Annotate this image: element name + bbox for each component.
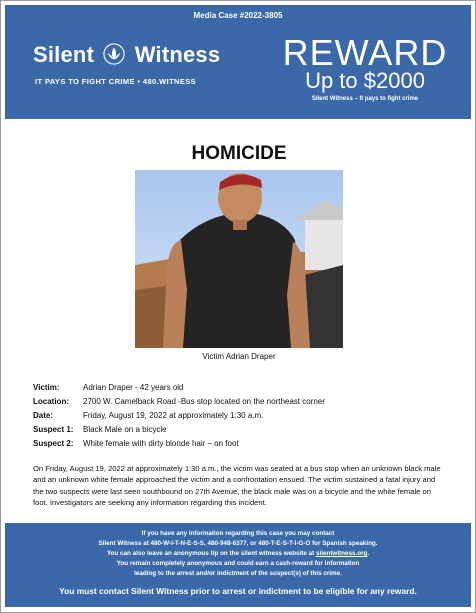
silentwitness-link[interactable]: silentwitness.org xyxy=(315,550,368,557)
footer-line-4: You remain completely anonymous and could earn a cash-reward for information xyxy=(116,560,360,567)
fact-label: Victim: xyxy=(33,383,60,392)
header-banner xyxy=(5,5,471,119)
fact-value: 2700 W. Camelback Road -Bus stop located on the northeast corner xyxy=(83,397,325,406)
reward-amount: Up to $2000 xyxy=(305,68,425,93)
footer-line-2: Silent Witness at 480-W-I-T-N-E-S-S, 480-948-6377, or 480-T-E-S-T-I-G-O for Spanish speaking. xyxy=(98,540,378,547)
silent-witness-logo xyxy=(33,42,220,68)
victim-photo xyxy=(135,170,343,348)
reward-title: REWARD xyxy=(282,32,448,73)
footer-line-3 xyxy=(5,550,471,557)
footer-line-3-suffix: . xyxy=(367,550,370,557)
lotus-seal-icon xyxy=(103,43,125,65)
reward-tagline: Silent Witness – It pays to fight crime xyxy=(311,96,419,102)
victim-photo-illustration xyxy=(135,170,343,348)
case-number: Media Case #2022-3805 xyxy=(193,11,283,20)
fact-label: Location: xyxy=(33,397,69,406)
logo-text-left: Silent xyxy=(33,42,95,67)
fact-label: Suspect 2: xyxy=(33,439,74,448)
footer-line-1: If you have any information regarding this case you may contact xyxy=(141,530,335,537)
footer-banner xyxy=(5,523,471,607)
crime-title: HOMICIDE xyxy=(191,143,287,164)
fact-value: Friday, August 19, 2022 at approximately 1:30 a.m. xyxy=(83,411,264,420)
fact-value: White female with dirty blonde hair – on foot xyxy=(83,439,239,448)
footer-line-5: leading to the arrest and/or indictment of the suspect(s) of this crime. xyxy=(134,570,342,577)
footer-eligibility-notice: You must contact Silent Witness prior to arrest or indictment to be eligible for any reward. xyxy=(59,586,417,596)
logo-text-right: Witness xyxy=(134,42,221,67)
fact-label: Date: xyxy=(33,411,54,420)
logo-tagline: IT PAYS TO FIGHT CRIME • 480.WITNESS xyxy=(35,77,197,86)
fact-label: Suspect 1: xyxy=(33,425,74,434)
footer-line-3-prefix: You can also leave an anonymous tip on the silent witness website at xyxy=(106,550,316,557)
fact-value: Black Male on a bicycle xyxy=(83,425,167,434)
case-narrative: On Friday, August 19, 2022 at approximately 1:30 a.m., the victim was seated at a bus stop when an unknown black male and an unknown white female approached the victim and a confrontation ensued. The victim sustained a fatal injury and the two suspects were last seen southbound on 27th Avenue, the black male was on a bicycle and the white female on foot. Investigators are seeking any information regarding this incident. xyxy=(33,464,441,507)
fact-value: Adrian Draper - 42 years old xyxy=(83,383,184,392)
photo-caption: Victim Adrian Draper xyxy=(202,352,276,361)
